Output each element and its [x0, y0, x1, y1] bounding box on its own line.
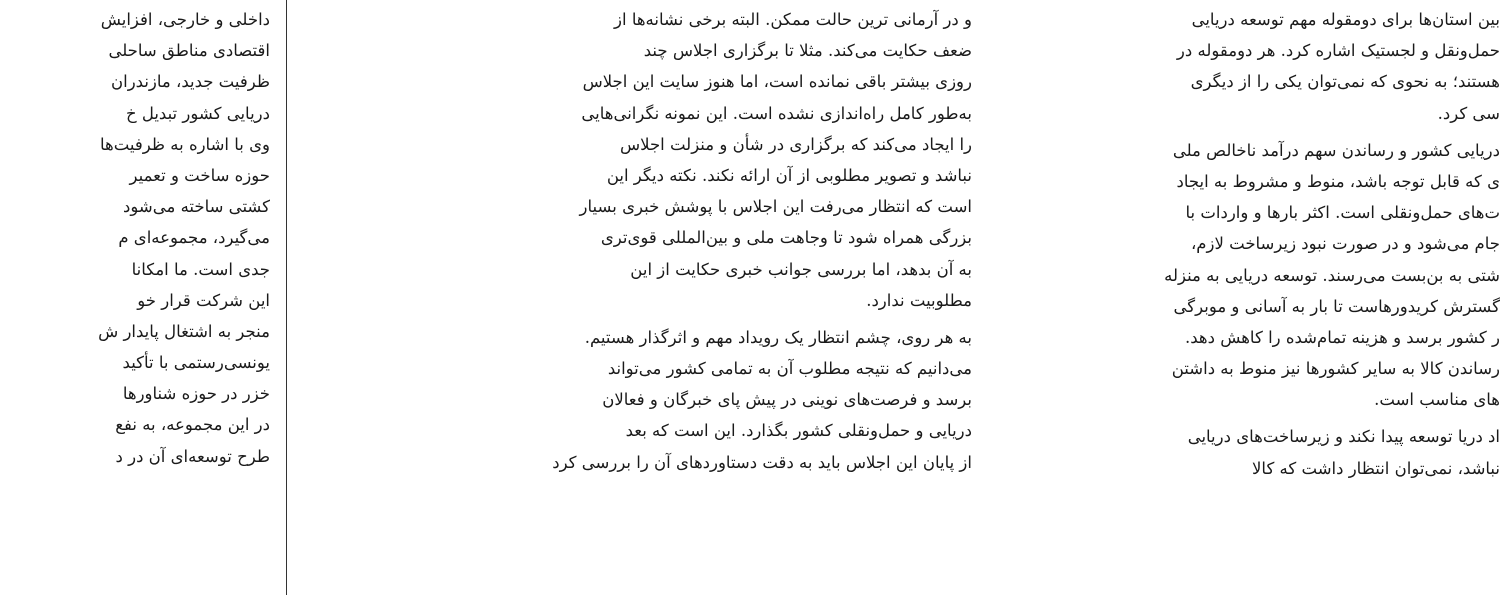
middle-paragraph-1 [404, 4, 972, 316]
text-line: نباشد، نمی‌توان انتظار داشت که کالا [1252, 458, 1500, 478]
text-line: می‌گیرد، مجموعه‌ای م [118, 228, 270, 248]
text-line: ضعف حکایت می‌کند. مثلا تا برگزاری اجلاس چند [643, 41, 972, 61]
text-line: دریایی کشور تبدیل خ [125, 103, 270, 123]
text-line: اد دریا توسعه پیدا نکند و زیرساخت‌های دریایی [1187, 427, 1500, 447]
text-line: هستند؛ به نحوی که نمی‌توان یکی را از دیگری [1190, 72, 1500, 92]
text-line: دریایی کشور و رساندن سهم درآمد ناخالص ملی [1172, 140, 1500, 160]
text-line: به‌طور کامل راه‌اندازی نشده است. این نمونه نگرانی‌هایی [581, 103, 972, 123]
text-line: حمل‌ونقل و لجستیک اشاره کرد. هر دومقوله در [1176, 41, 1500, 61]
column-divider [286, 0, 287, 595]
text-line: این شرکت قرار خو [137, 290, 270, 310]
text-line: جام می‌شود و در صورت نبود زیرساخت لازم، [1190, 234, 1500, 254]
text-line: شتی به بن‌بست می‌رسند. توسعه دریایی به منزله [1164, 265, 1500, 285]
text-line: و در آرمانی ترین حالت ممکن. البته برخی نشانه‌ها از [614, 10, 972, 29]
left-column [0, 0, 270, 595]
text-line: را ایجاد می‌کند که برگزاری در شأن و منزلت اجلاس [619, 134, 972, 154]
text-line: جدی است. ما امکانا [131, 259, 270, 279]
text-line: گسترش کریدورهاست تا بار به آسانی و موبرگی [1173, 296, 1500, 316]
text-line: کشتی ساخته می‌شود [123, 197, 270, 217]
text-line: منجر به اشتغال پایدار ش [98, 321, 270, 341]
right-paragraph-1 [1010, 4, 1500, 129]
right-paragraph-2 [1010, 135, 1500, 416]
text-line: بزرگی همراه شود تا وجاهت ملی و بین‌المللی قوی‌تری [600, 228, 972, 248]
text-line: های مناسب است. [1374, 390, 1500, 410]
middle-paragraph-2 [404, 322, 972, 478]
text-line: ت‌های حمل‌ونقلی است. اکثر بارها و واردات با [1185, 203, 1500, 223]
text-line: طرح توسعه‌ای آن در د [115, 446, 270, 466]
middle-column [404, 0, 972, 595]
text-line: نباشد و تصویر مطلوبی از آن ارائه نکند. نکته دیگر این [606, 165, 972, 185]
right-column [1010, 0, 1500, 595]
text-line: می‌دانیم که نتیجه مطلوب آن به تمامی کشور می‌تواند [607, 359, 972, 379]
text-line: حوزه ساخت و تعمیر [129, 165, 270, 185]
text-line: در این مجموعه، به نفع [115, 415, 270, 435]
text-line: رساندن کالا به سایر کشورها نیز منوط به داشتن [1171, 359, 1500, 379]
text-line: سی کرد. [1437, 103, 1500, 123]
text-line: وی با اشاره به ظرفیت‌ها [99, 134, 270, 154]
text-line: ر کشور برسد و هزینه تمام‌شده را کاهش دهد. [1185, 327, 1500, 347]
text-line: به آن بدهد، اما بررسی جوانب خبری حکایت از این [630, 259, 972, 279]
text-line: ظرفیت جدید، مازندران [111, 72, 270, 92]
text-line: از پایان این اجلاس باید به دقت دستاوردهای آن را بررسی کرد [552, 452, 972, 472]
text-line: داخلی و خارجی، افزایش [100, 10, 270, 29]
text-line: به هر روی، چشم انتظار یک رویداد مهم و اثرگذار هستیم. [584, 327, 972, 347]
text-line: دریایی و حمل‌ونقلی کشور بگذارد. این است که بعد [625, 421, 972, 441]
text-line: روزی بیشتر باقی نمانده است، اما هنوز سایت این اجلاس [582, 72, 972, 92]
text-line: است که انتظار می‌رفت این اجلاس با پوشش خبری بسیار [579, 197, 972, 217]
text-line: بین استان‌ها برای دومقوله مهم توسعه دریایی [1191, 10, 1500, 29]
text-line: مطلوبیت ندارد. [866, 290, 972, 310]
text-line: برسد و فرصت‌های نوینی در پیش پای خبرگان و فعالان [602, 390, 972, 410]
text-line: یونسی‌رستمی با تأکید [122, 353, 270, 373]
text-line: خزر در حوزه شناورها [122, 384, 270, 404]
right-paragraph-3 [1010, 421, 1500, 483]
text-line: ی که قابل توجه باشد، منوط و مشروط به ایجاد [1176, 171, 1500, 191]
text-line: اقتصادی مناطق ساحلی [108, 41, 270, 61]
